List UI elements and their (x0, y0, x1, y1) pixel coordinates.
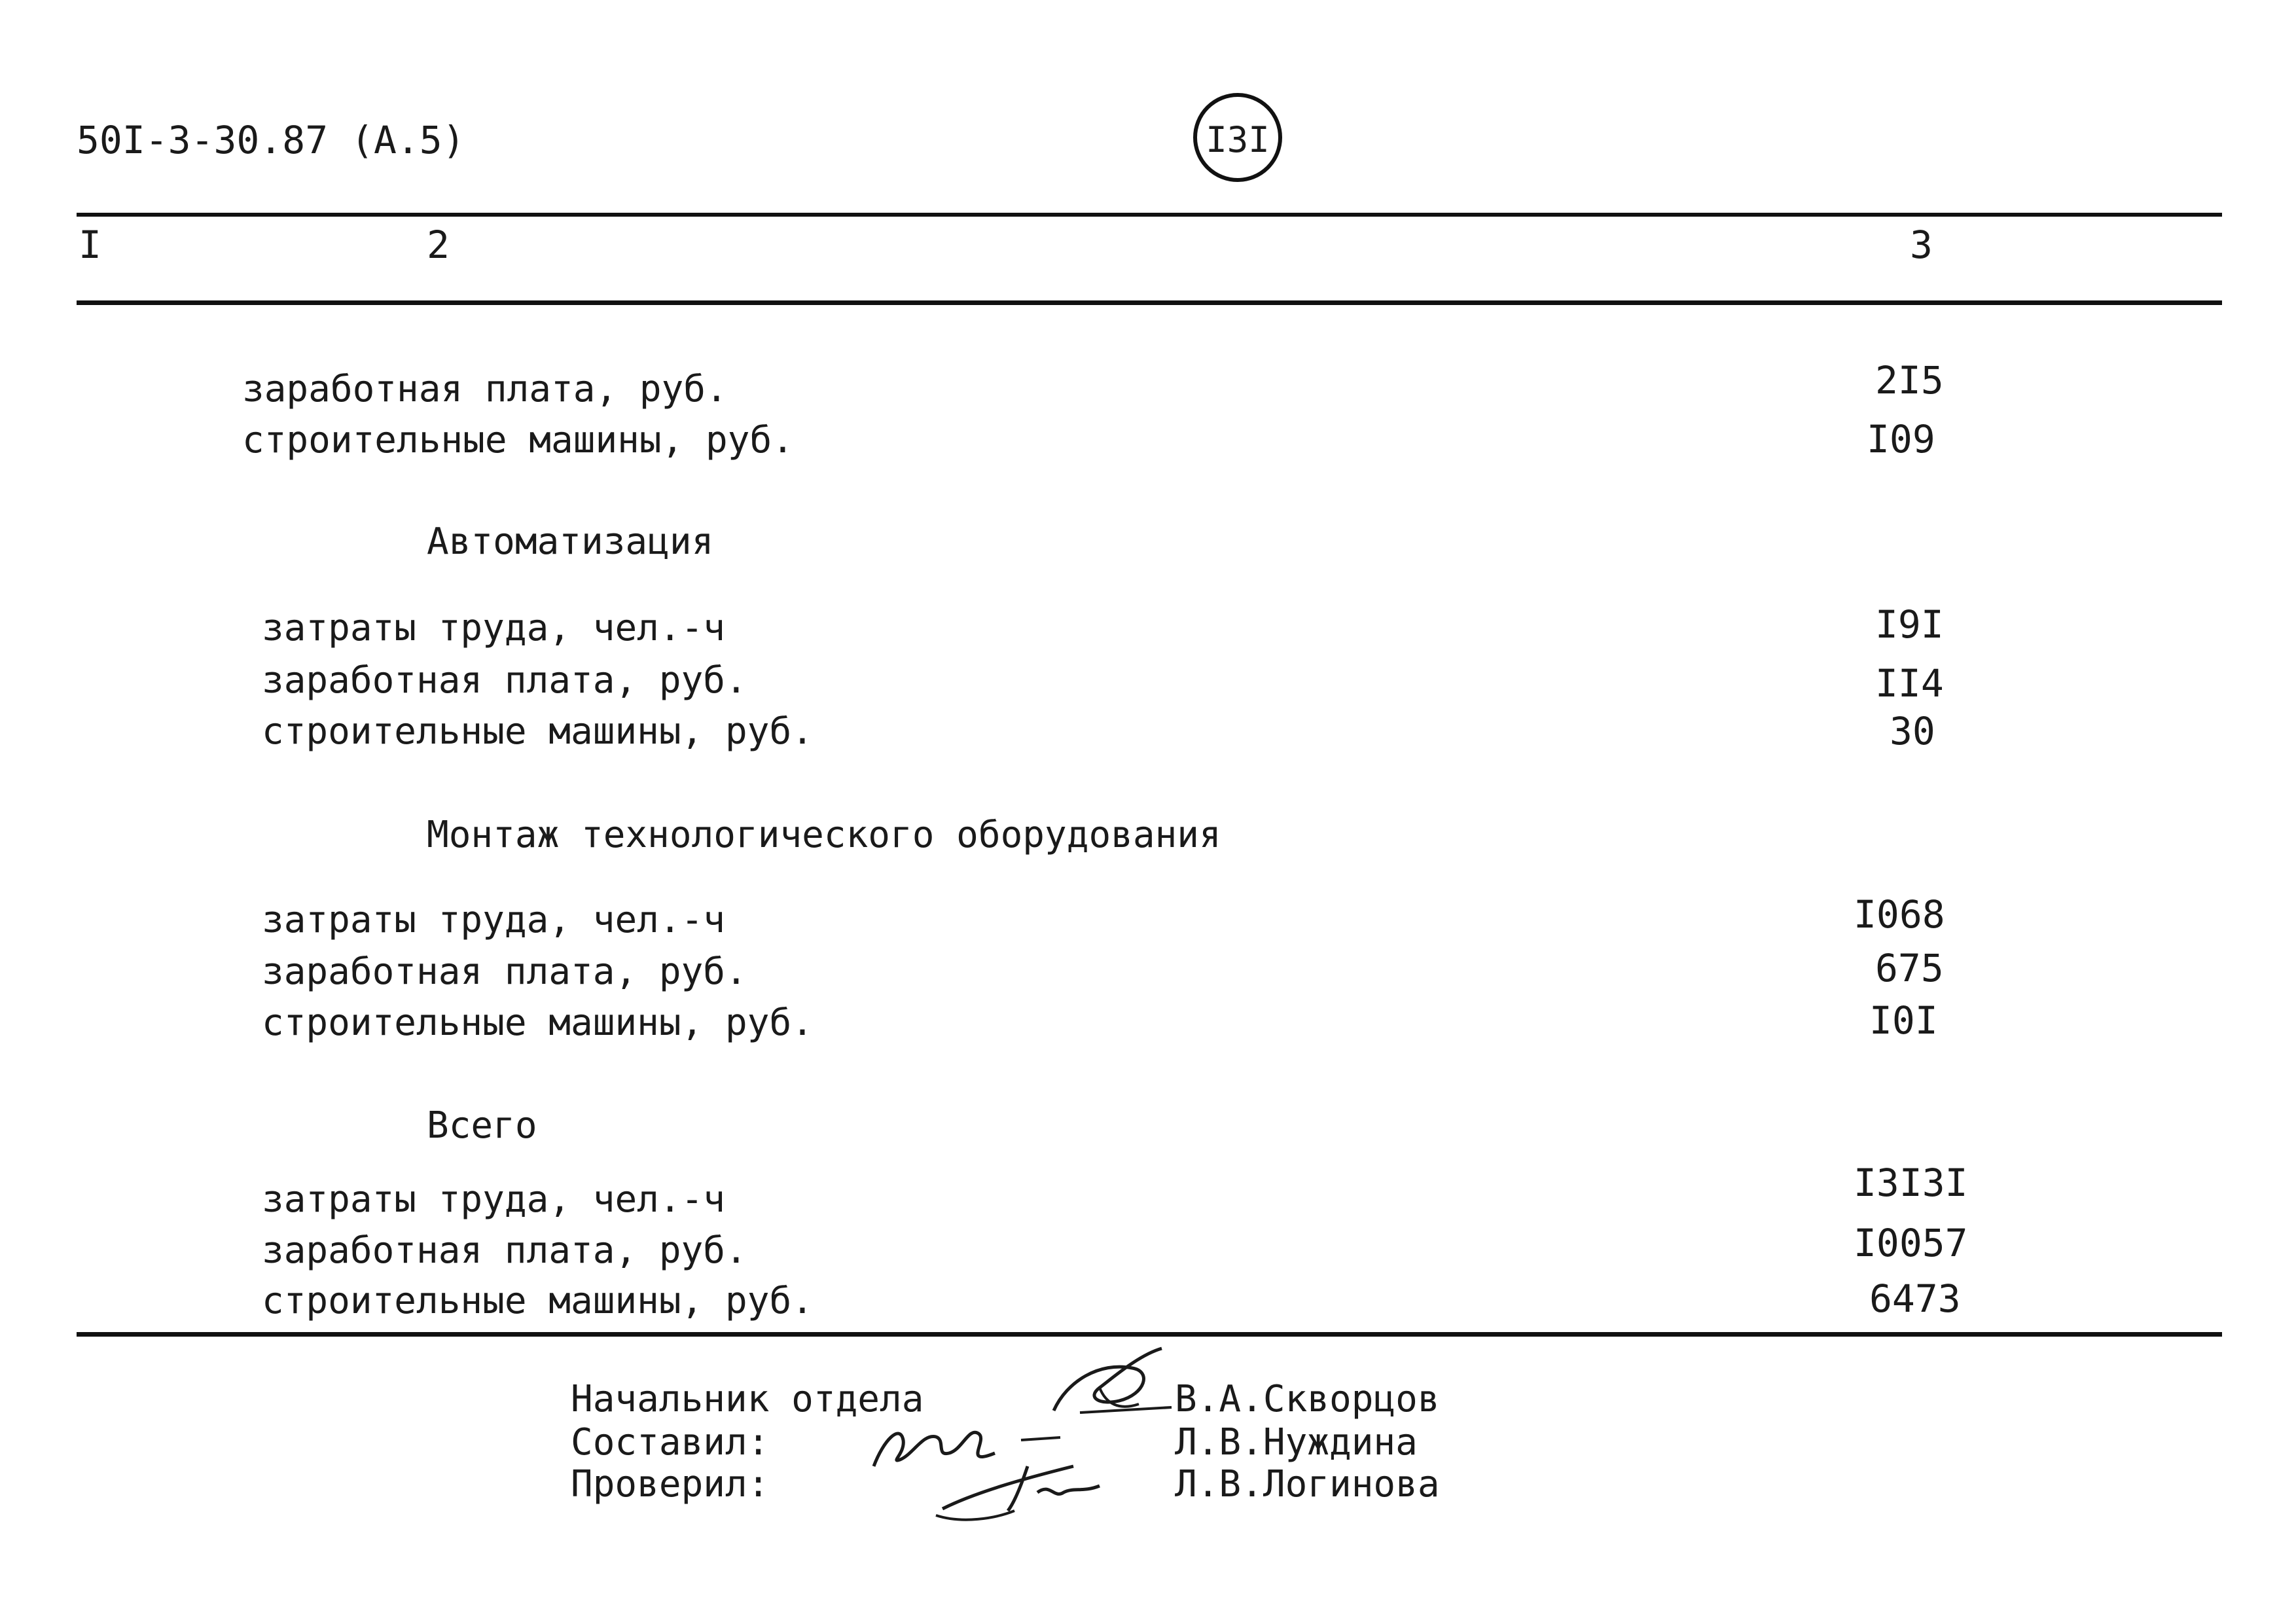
signature-name: В.А.Скворцов (1175, 1378, 1440, 1420)
row-label: заработная плата, руб. (262, 659, 747, 702)
row-value: I068 (1854, 892, 1945, 937)
table-header-rule (77, 300, 2222, 305)
row-label: строительные машины, руб. (242, 419, 794, 461)
row-label: строительные машины, руб. (262, 1280, 814, 1322)
table-top-rule (77, 213, 2222, 217)
row-label: строительные машины, руб. (262, 1001, 814, 1044)
column-header-3: 3 (1910, 223, 1933, 267)
row-value: I0057 (1854, 1221, 1968, 1265)
column-header-1: I (79, 223, 101, 267)
section-heading: Всего (427, 1104, 537, 1147)
row-value: 675 (1875, 946, 1944, 990)
row-value: 30 (1890, 709, 1935, 753)
signature-role: Проверил: (571, 1463, 770, 1506)
section-heading: Монтаж технологического оборудования (427, 814, 1221, 856)
signature-name: Л.В.Нуждина (1175, 1421, 1418, 1464)
row-label: заработная плата, руб. (262, 950, 747, 993)
row-value: I3I3I (1854, 1161, 1968, 1205)
table-bottom-rule (77, 1332, 2222, 1337)
row-label: строительные машины, руб. (262, 710, 814, 753)
row-value: II4 (1875, 661, 1944, 706)
row-value: 6473 (1869, 1276, 1961, 1321)
row-label: заработная плата, руб. (242, 368, 728, 410)
signature-role: Составил: (571, 1421, 770, 1464)
row-value: I09 (1867, 417, 1935, 461)
handwritten-signature-checker (923, 1447, 1113, 1525)
signature-role: Начальник отдела (571, 1378, 924, 1420)
row-value: 2I5 (1875, 358, 1944, 403)
row-label: заработная плата, руб. (262, 1229, 747, 1272)
document-code: 50I-3-30.87 (A.5) (77, 118, 465, 162)
row-label: затраты труда, чел.-ч (262, 899, 726, 941)
row-label: затраты труда, чел.-ч (262, 1178, 726, 1221)
page-number: I3I (1206, 119, 1270, 160)
row-label: затраты труда, чел.-ч (262, 607, 726, 649)
column-header-2: 2 (427, 223, 450, 267)
row-value: I9I (1875, 602, 1944, 647)
page-number-stamp (1193, 93, 1282, 182)
row-value: I0I (1869, 998, 1938, 1043)
signature-name: Л.В.Логинова (1175, 1463, 1440, 1506)
section-heading: Автоматизация (427, 520, 714, 563)
